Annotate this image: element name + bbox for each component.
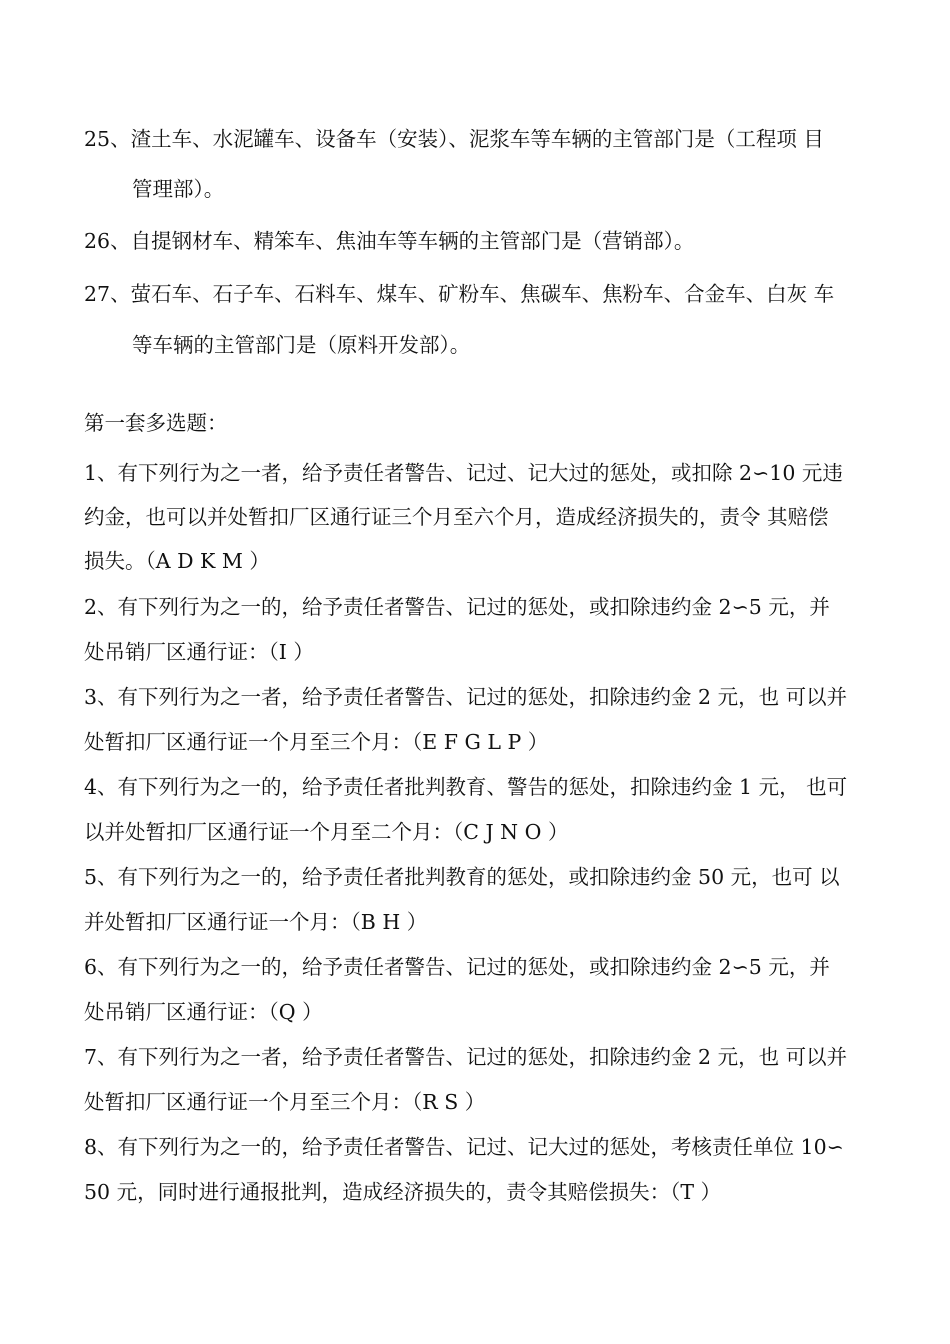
- question-4-line-2: 以并处暂扣厂区通行证一个月至二个月：（C J N O ）: [84, 820, 569, 844]
- question-2-line-1: 2、有下列行为之一的，给予责任者警告、记过的惩处，或扣除违约金 2∽5 元，并: [84, 595, 830, 619]
- question-1-line-2: 约金，也可以并处暂扣厂区通行证三个月至六个月，造成经济损失的，责令 其赔偿: [84, 505, 829, 529]
- section-title: 第一套多选题：: [84, 411, 228, 435]
- question-3-line-2: 处暂扣厂区通行证一个月至三个月：（E F G L P ）: [84, 730, 549, 754]
- question-3-line-1: 3、有下列行为之一者，给予责任者警告、记过的惩处，扣除违约金 2 元，也 可以并: [84, 685, 848, 709]
- item-25-line-2: 管理部）。: [132, 177, 225, 201]
- question-7-line-2: 处暂扣厂区通行证一个月至三个月：（R S ）: [84, 1090, 486, 1114]
- question-5-line-1: 5、有下列行为之一的，给予责任者批判教育的惩处，或扣除违约金 50 元，也可 以: [84, 865, 840, 889]
- question-1-line-3: 损失。（A D K M ）: [84, 549, 270, 573]
- question-1-line-1: 1、有下列行为之一者，给予责任者警告、记过、记大过的惩处，或扣除 2∽10 元违: [84, 461, 843, 485]
- question-5-line-2: 并处暂扣厂区通行证一个月：（B H ）: [84, 910, 428, 934]
- question-6-line-2: 处吊销厂区通行证：（Q ）: [84, 1000, 323, 1024]
- item-27-line-1: 27、萤石车、石子车、石料车、煤车、矿粉车、焦碳车、焦粉车、合金车、白灰 车: [84, 282, 835, 306]
- question-8-line-2: 50 元，同时进行通报批判，造成经济损失的，责令其赔偿损失：（T ）: [84, 1180, 722, 1204]
- item-26-line-1: 26、自提钢材车、精笨车、焦油车等车辆的主管部门是（营销部）。: [84, 229, 695, 253]
- question-6-line-1: 6、有下列行为之一的，给予责任者警告、记过的惩处，或扣除违约金 2∽5 元，并: [84, 955, 830, 979]
- question-7-line-1: 7、有下列行为之一者，给予责任者警告、记过的惩处，扣除违约金 2 元，也 可以并: [84, 1045, 848, 1069]
- question-4-line-1: 4、有下列行为之一的，给予责任者批判教育、警告的惩处，扣除违约金 1 元， 也可: [84, 775, 848, 799]
- question-8-line-1: 8、有下列行为之一的，给予责任者警告、记过、记大过的惩处，考核责任单位 10∽: [84, 1135, 844, 1159]
- question-2-line-2: 处吊销厂区通行证：（I ）: [84, 640, 314, 664]
- item-25-line-1: 25、渣土车、水泥罐车、设备车（安装）、泥浆车等车辆的主管部门是（工程项 目: [84, 127, 824, 151]
- item-27-line-2: 等车辆的主管部门是（原料开发部）。: [132, 333, 471, 357]
